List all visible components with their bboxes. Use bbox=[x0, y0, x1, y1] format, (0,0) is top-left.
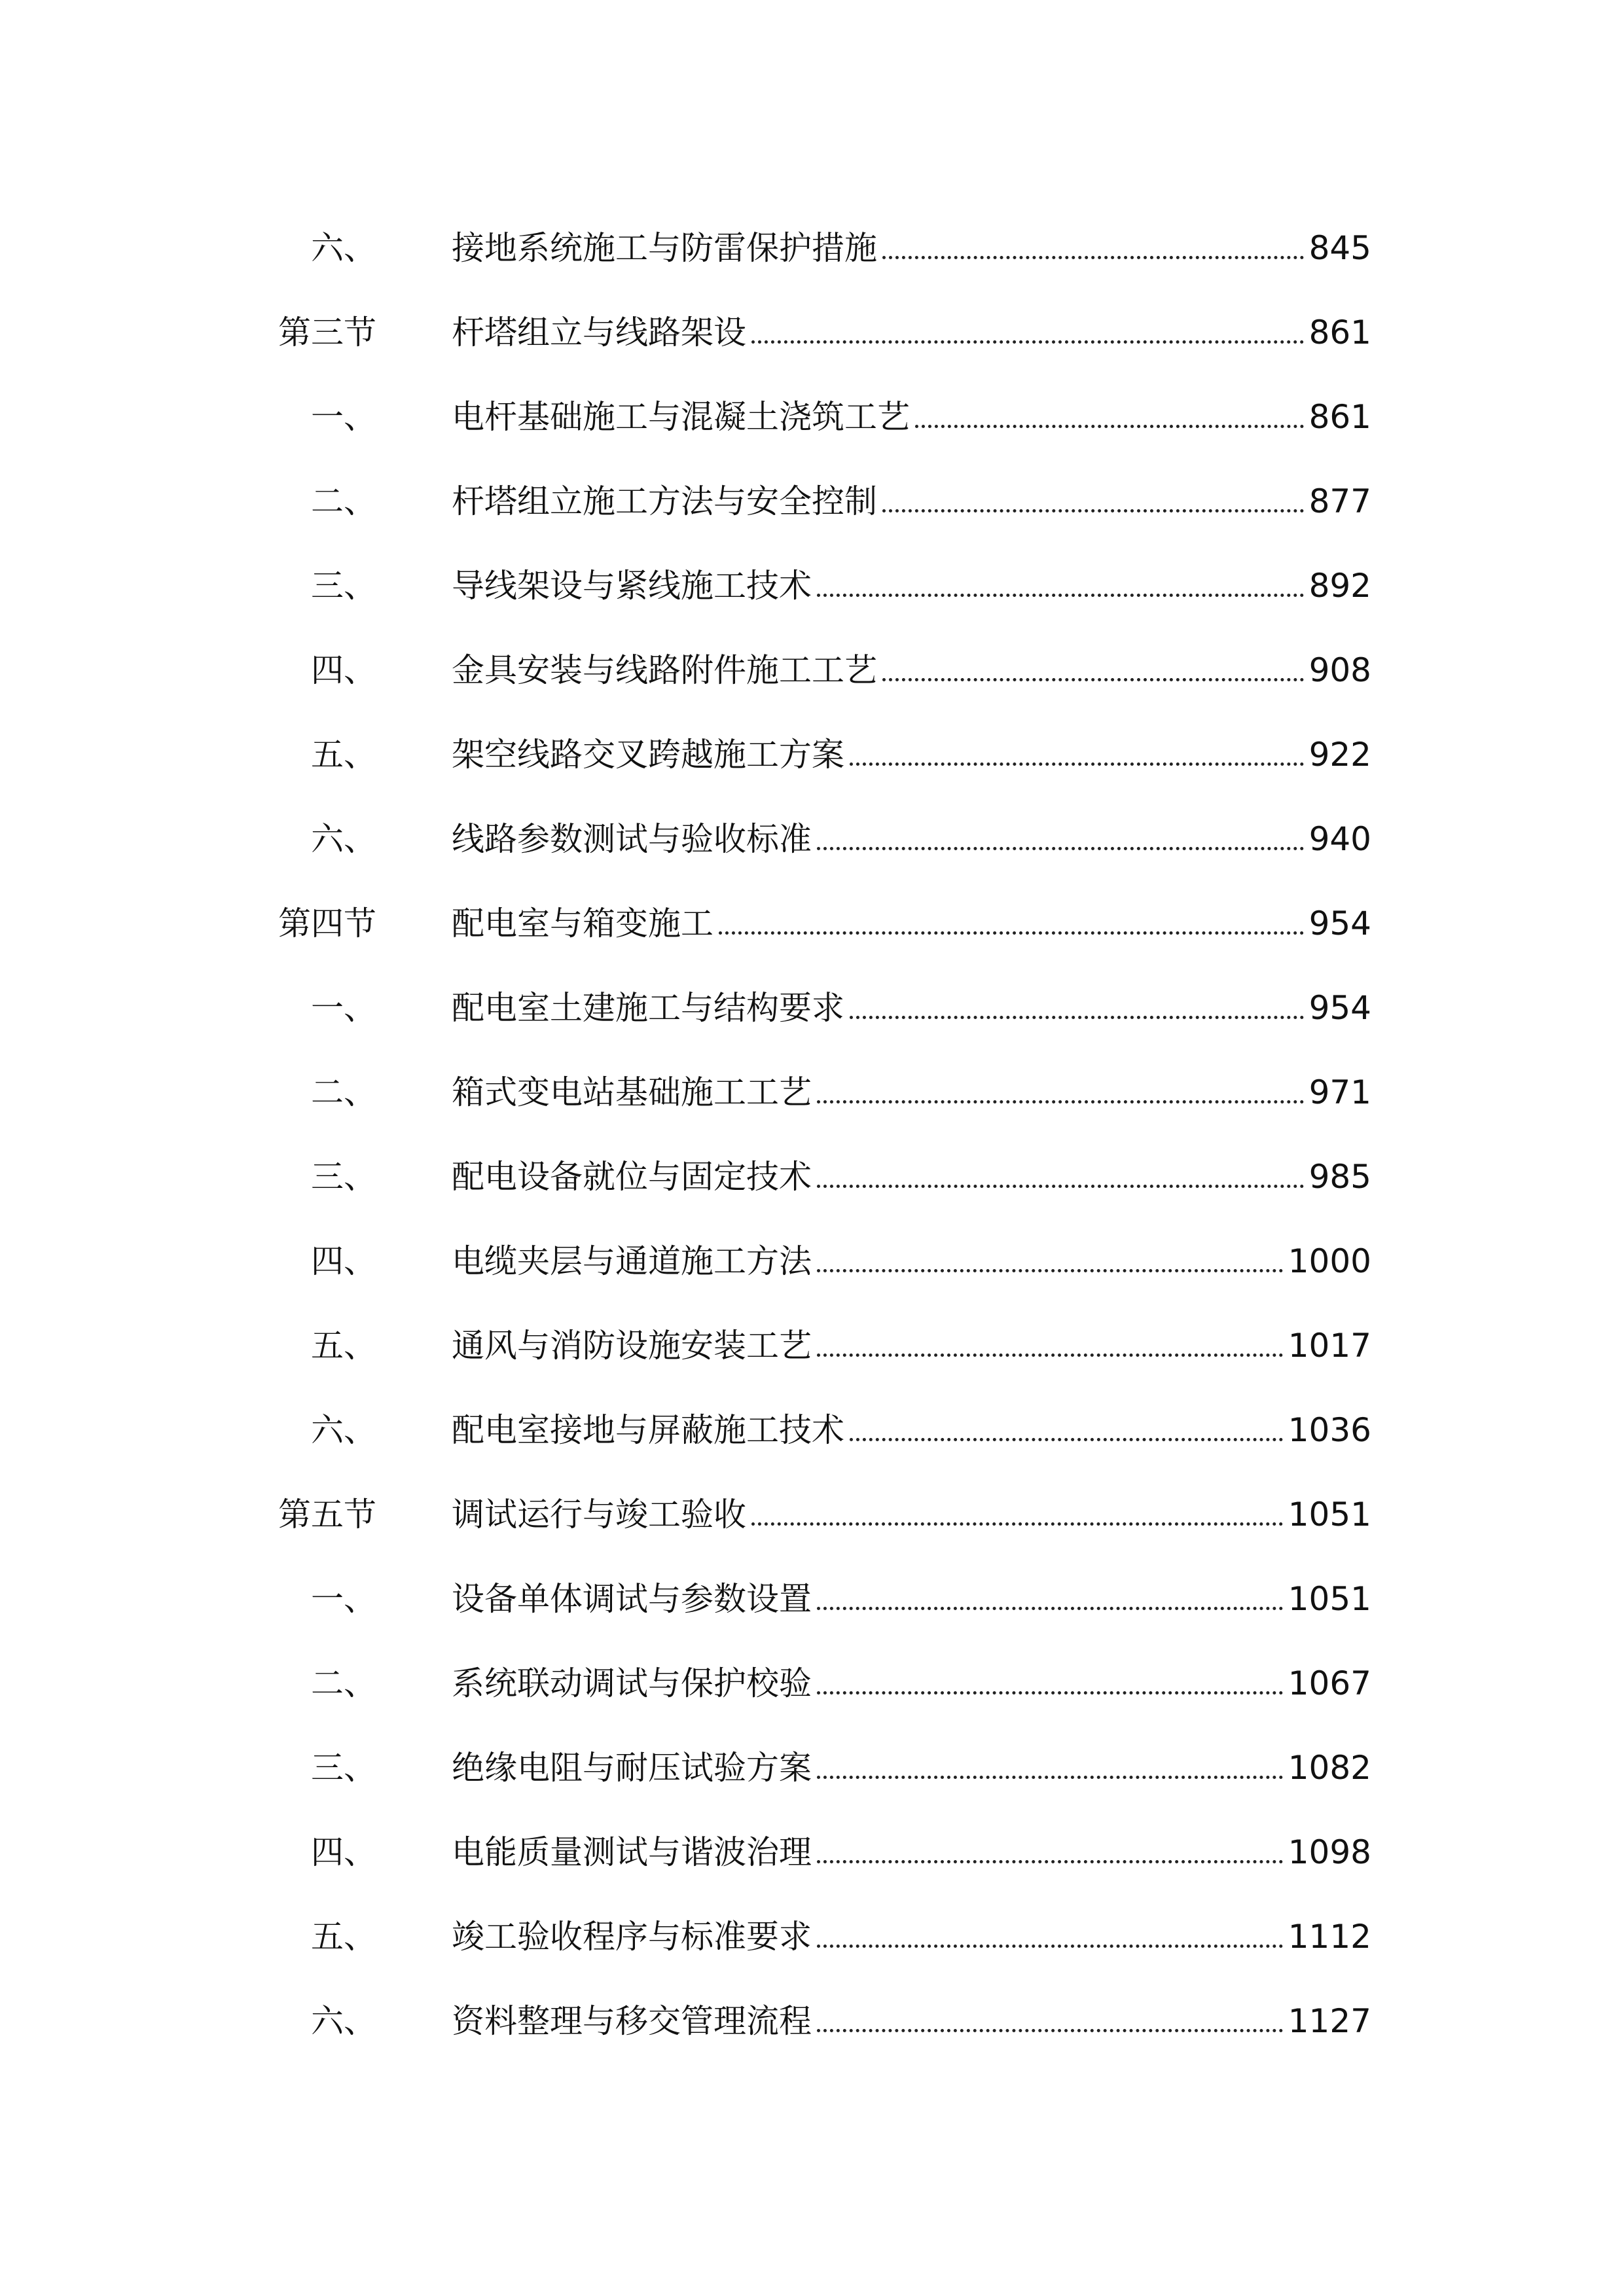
dot-leader bbox=[817, 2029, 1283, 2032]
toc-entry-number: 第五节 bbox=[278, 1496, 376, 1534]
toc-entry-page: 892 bbox=[1308, 567, 1371, 605]
dot-leader bbox=[751, 1522, 1283, 1526]
toc-entry-title: 配电室接地与屏蔽施工技术 bbox=[452, 1411, 844, 1449]
toc-entry[interactable] bbox=[278, 1052, 1371, 1113]
toc-entry-title: 配电室与箱变施工 bbox=[452, 905, 713, 942]
toc-entry-page: 1067 bbox=[1288, 1664, 1371, 1702]
toc-entry-number: 二、 bbox=[311, 1073, 376, 1111]
toc-entry-number: 六、 bbox=[311, 229, 376, 267]
toc-entry[interactable] bbox=[278, 799, 1371, 859]
dot-leader bbox=[817, 1607, 1283, 1610]
toc-entry-title: 绝缘电阻与耐压试验方案 bbox=[452, 1749, 812, 1787]
toc-entry[interactable] bbox=[278, 1221, 1371, 1282]
dot-leader bbox=[817, 1269, 1283, 1272]
toc-entry[interactable] bbox=[278, 715, 1371, 775]
toc-entry-page: 1082 bbox=[1288, 1749, 1371, 1787]
toc-entry-page: 922 bbox=[1308, 736, 1371, 774]
toc-entry-number: 五、 bbox=[311, 736, 376, 774]
toc-entry-number: 三、 bbox=[311, 1749, 376, 1787]
toc-entry-page: 1036 bbox=[1288, 1411, 1371, 1449]
toc-entry[interactable] bbox=[278, 1306, 1371, 1366]
toc-entry-number: 二、 bbox=[311, 482, 376, 520]
toc-entry-page: 1000 bbox=[1288, 1242, 1371, 1280]
toc-entry-title: 电杆基础施工与混凝土浇筑工艺 bbox=[452, 398, 910, 436]
toc-entry-page: 985 bbox=[1308, 1158, 1371, 1196]
dot-leader bbox=[817, 1354, 1283, 1357]
toc-entry-number: 六、 bbox=[311, 820, 376, 858]
toc-entry-title: 箱式变电站基础施工工艺 bbox=[452, 1073, 812, 1111]
toc-entry-number: 一、 bbox=[311, 1580, 376, 1618]
toc-entry-title: 线路参数测试与验收标准 bbox=[452, 820, 812, 858]
toc-entry-page: 954 bbox=[1308, 989, 1371, 1027]
toc-entry-title: 设备单体调试与参数设置 bbox=[452, 1580, 812, 1618]
toc-entry-page: 1098 bbox=[1288, 1833, 1371, 1871]
dot-leader bbox=[817, 847, 1304, 850]
toc-entry-number: 六、 bbox=[311, 2002, 376, 2040]
toc-entry-title: 架空线路交叉跨越施工方案 bbox=[452, 736, 844, 774]
toc-entry-number: 四、 bbox=[311, 651, 376, 689]
toc-entry-number: 三、 bbox=[311, 1158, 376, 1196]
toc-entry-title: 导线架设与紧线施工技术 bbox=[452, 567, 812, 605]
toc-entry[interactable] bbox=[278, 293, 1371, 353]
toc-entry-number: 四、 bbox=[311, 1833, 376, 1871]
toc-entry-page: 1017 bbox=[1288, 1327, 1371, 1365]
toc-entry[interactable] bbox=[278, 1559, 1371, 1619]
toc-entry-title: 配电室土建施工与结构要求 bbox=[452, 989, 844, 1027]
toc-entry-number: 五、 bbox=[311, 1327, 376, 1365]
dot-leader bbox=[817, 1945, 1283, 1948]
dot-leader bbox=[850, 1438, 1283, 1441]
toc-entry-page: 861 bbox=[1308, 314, 1371, 351]
toc-entry-page: 940 bbox=[1308, 820, 1371, 858]
toc-entry-title: 金具安装与线路附件施工工艺 bbox=[452, 651, 877, 689]
toc-entry-page: 1112 bbox=[1288, 1918, 1371, 1956]
toc-entry-title: 接地系统施工与防雷保护措施 bbox=[452, 229, 877, 267]
toc-entry-title: 通风与消防设施安装工艺 bbox=[452, 1327, 812, 1365]
dot-leader bbox=[817, 1860, 1283, 1863]
toc-entry[interactable] bbox=[278, 884, 1371, 944]
dot-leader bbox=[817, 1776, 1283, 1779]
toc-entry[interactable] bbox=[278, 968, 1371, 1028]
toc-entry[interactable] bbox=[278, 461, 1371, 522]
toc-entry-page: 877 bbox=[1308, 482, 1371, 520]
toc-entry-number: 二、 bbox=[311, 1664, 376, 1702]
dot-leader bbox=[817, 1185, 1304, 1188]
toc-entry[interactable] bbox=[278, 546, 1371, 606]
dot-leader bbox=[850, 762, 1304, 766]
toc-entry[interactable] bbox=[278, 1137, 1371, 1197]
toc-entry-page: 1127 bbox=[1288, 2002, 1371, 2040]
toc-entry[interactable] bbox=[278, 1475, 1371, 1535]
toc-entry-number: 四、 bbox=[311, 1242, 376, 1280]
dot-leader bbox=[817, 594, 1304, 597]
toc-entry-number: 第三节 bbox=[278, 314, 376, 351]
dot-leader bbox=[719, 931, 1304, 935]
dot-leader bbox=[817, 1691, 1283, 1695]
dot-leader bbox=[817, 1100, 1304, 1103]
toc-entry[interactable] bbox=[278, 208, 1371, 268]
toc-entry-page: 845 bbox=[1308, 229, 1371, 267]
dot-leader bbox=[751, 340, 1304, 344]
toc-entry-number: 三、 bbox=[311, 567, 376, 605]
toc-entry-page: 954 bbox=[1308, 905, 1371, 942]
toc-entry-page: 971 bbox=[1308, 1073, 1371, 1111]
toc-entry-number: 一、 bbox=[311, 398, 376, 436]
dot-leader bbox=[850, 1016, 1304, 1019]
toc-entry[interactable] bbox=[278, 630, 1371, 691]
toc-entry-title: 资料整理与移交管理流程 bbox=[452, 2002, 812, 2040]
toc-entry-page: 1051 bbox=[1288, 1496, 1371, 1534]
toc-entry-title: 杆塔组立施工方法与安全控制 bbox=[452, 482, 877, 520]
toc-entry-number: 六、 bbox=[311, 1411, 376, 1449]
toc-entry-number: 第四节 bbox=[278, 905, 376, 942]
toc-entry[interactable] bbox=[278, 1812, 1371, 1873]
toc-entry[interactable] bbox=[278, 1981, 1371, 2041]
toc-entry-title: 杆塔组立与线路架设 bbox=[452, 314, 746, 351]
toc-entry[interactable] bbox=[278, 1390, 1371, 1450]
toc-entry-page: 861 bbox=[1308, 398, 1371, 436]
toc-entry-page: 1051 bbox=[1288, 1580, 1371, 1618]
toc-entry-number: 五、 bbox=[311, 1918, 376, 1956]
toc-entry[interactable] bbox=[278, 1897, 1371, 1957]
toc-entry-title: 电缆夹层与通道施工方法 bbox=[452, 1242, 812, 1280]
toc-entry[interactable] bbox=[278, 377, 1371, 437]
toc-entry-title: 系统联动调试与保护校验 bbox=[452, 1664, 812, 1702]
toc-entry-title: 竣工验收程序与标准要求 bbox=[452, 1918, 812, 1956]
dot-leader bbox=[882, 509, 1304, 512]
toc-entry-title: 电能质量测试与谐波治理 bbox=[452, 1833, 812, 1871]
toc-entry-number: 一、 bbox=[311, 989, 376, 1027]
toc-entry[interactable] bbox=[278, 1643, 1371, 1704]
toc-entry-title: 调试运行与竣工验收 bbox=[452, 1496, 746, 1534]
toc-entry-page: 908 bbox=[1308, 651, 1371, 689]
dot-leader bbox=[915, 425, 1304, 428]
toc-entry-title: 配电设备就位与固定技术 bbox=[452, 1158, 812, 1196]
dot-leader bbox=[882, 678, 1304, 681]
dot-leader bbox=[882, 256, 1304, 259]
toc-entry[interactable] bbox=[278, 1728, 1371, 1788]
